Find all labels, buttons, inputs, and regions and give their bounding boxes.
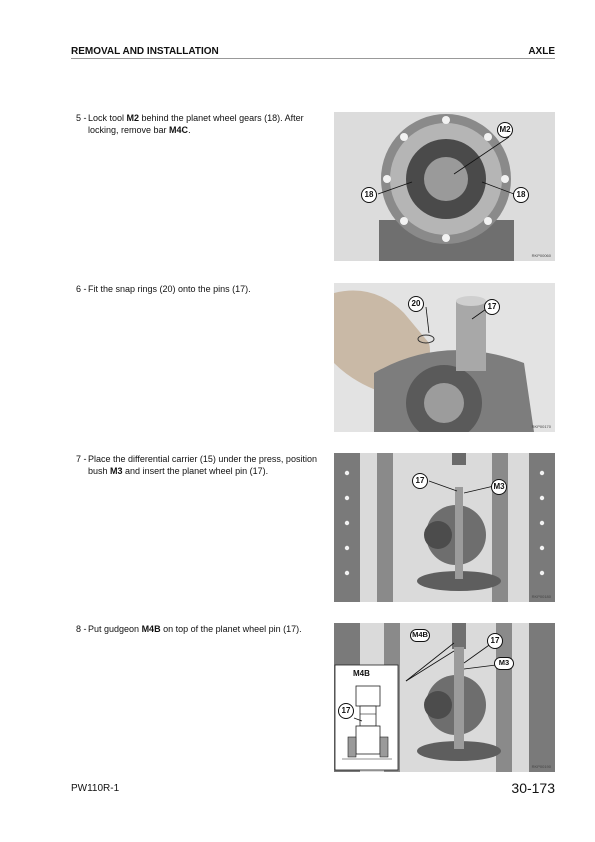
- callout-m3: M3: [491, 479, 507, 495]
- callout-17: 17: [412, 473, 428, 489]
- step-8: [76, 623, 324, 635]
- photo-code: RKP00180: [531, 594, 551, 599]
- callout-17: 17: [484, 299, 500, 315]
- header-rule: [71, 58, 555, 59]
- step-5: [76, 112, 324, 136]
- photo-code: RKP00060: [531, 253, 551, 258]
- footer-page-number: 30-173: [511, 780, 555, 796]
- inset-callout-17: 17: [338, 703, 354, 719]
- step-text: Lock tool M2 behind the planet wheel gears (18). After locking, remove bar M4C.: [88, 113, 304, 135]
- callout-m3: M3: [494, 657, 514, 670]
- photo-step-6: [334, 283, 555, 432]
- step-text: Fit the snap rings (20) onto the pins (17).: [88, 284, 251, 294]
- photo-step-8: [334, 623, 555, 772]
- callout-18-right: 18: [513, 187, 529, 203]
- callout-m4b: M4B: [410, 629, 430, 642]
- step-7: [76, 453, 324, 477]
- chapter-title: AXLE: [528, 46, 555, 57]
- step-text: Place the differential carrier (15) under the press, position bush M3 and insert the planet wheel pin (17).: [88, 454, 317, 476]
- step-number: 6 -: [76, 284, 87, 294]
- callout-20: 20: [408, 296, 424, 312]
- callout-m2: M2: [497, 122, 513, 138]
- photo-step-7: [334, 453, 555, 602]
- step-number: 7 -: [76, 454, 87, 464]
- step-number: 5 -: [76, 113, 87, 123]
- photo-code: RKP00190: [531, 764, 551, 769]
- callout-17: 17: [487, 633, 503, 649]
- inset-label-m4b: M4B: [353, 669, 370, 678]
- photo-code: RKP00170: [531, 424, 551, 429]
- section-title: REMOVAL AND INSTALLATION: [71, 46, 219, 57]
- step-number: 8 -: [76, 624, 87, 634]
- step-6: [76, 283, 324, 295]
- step-text: Put gudgeon M4B on top of the planet wheel pin (17).: [88, 624, 302, 634]
- photo-step-5: [334, 112, 555, 261]
- footer-model: PW110R-1: [71, 783, 120, 794]
- callout-18-left: 18: [361, 187, 377, 203]
